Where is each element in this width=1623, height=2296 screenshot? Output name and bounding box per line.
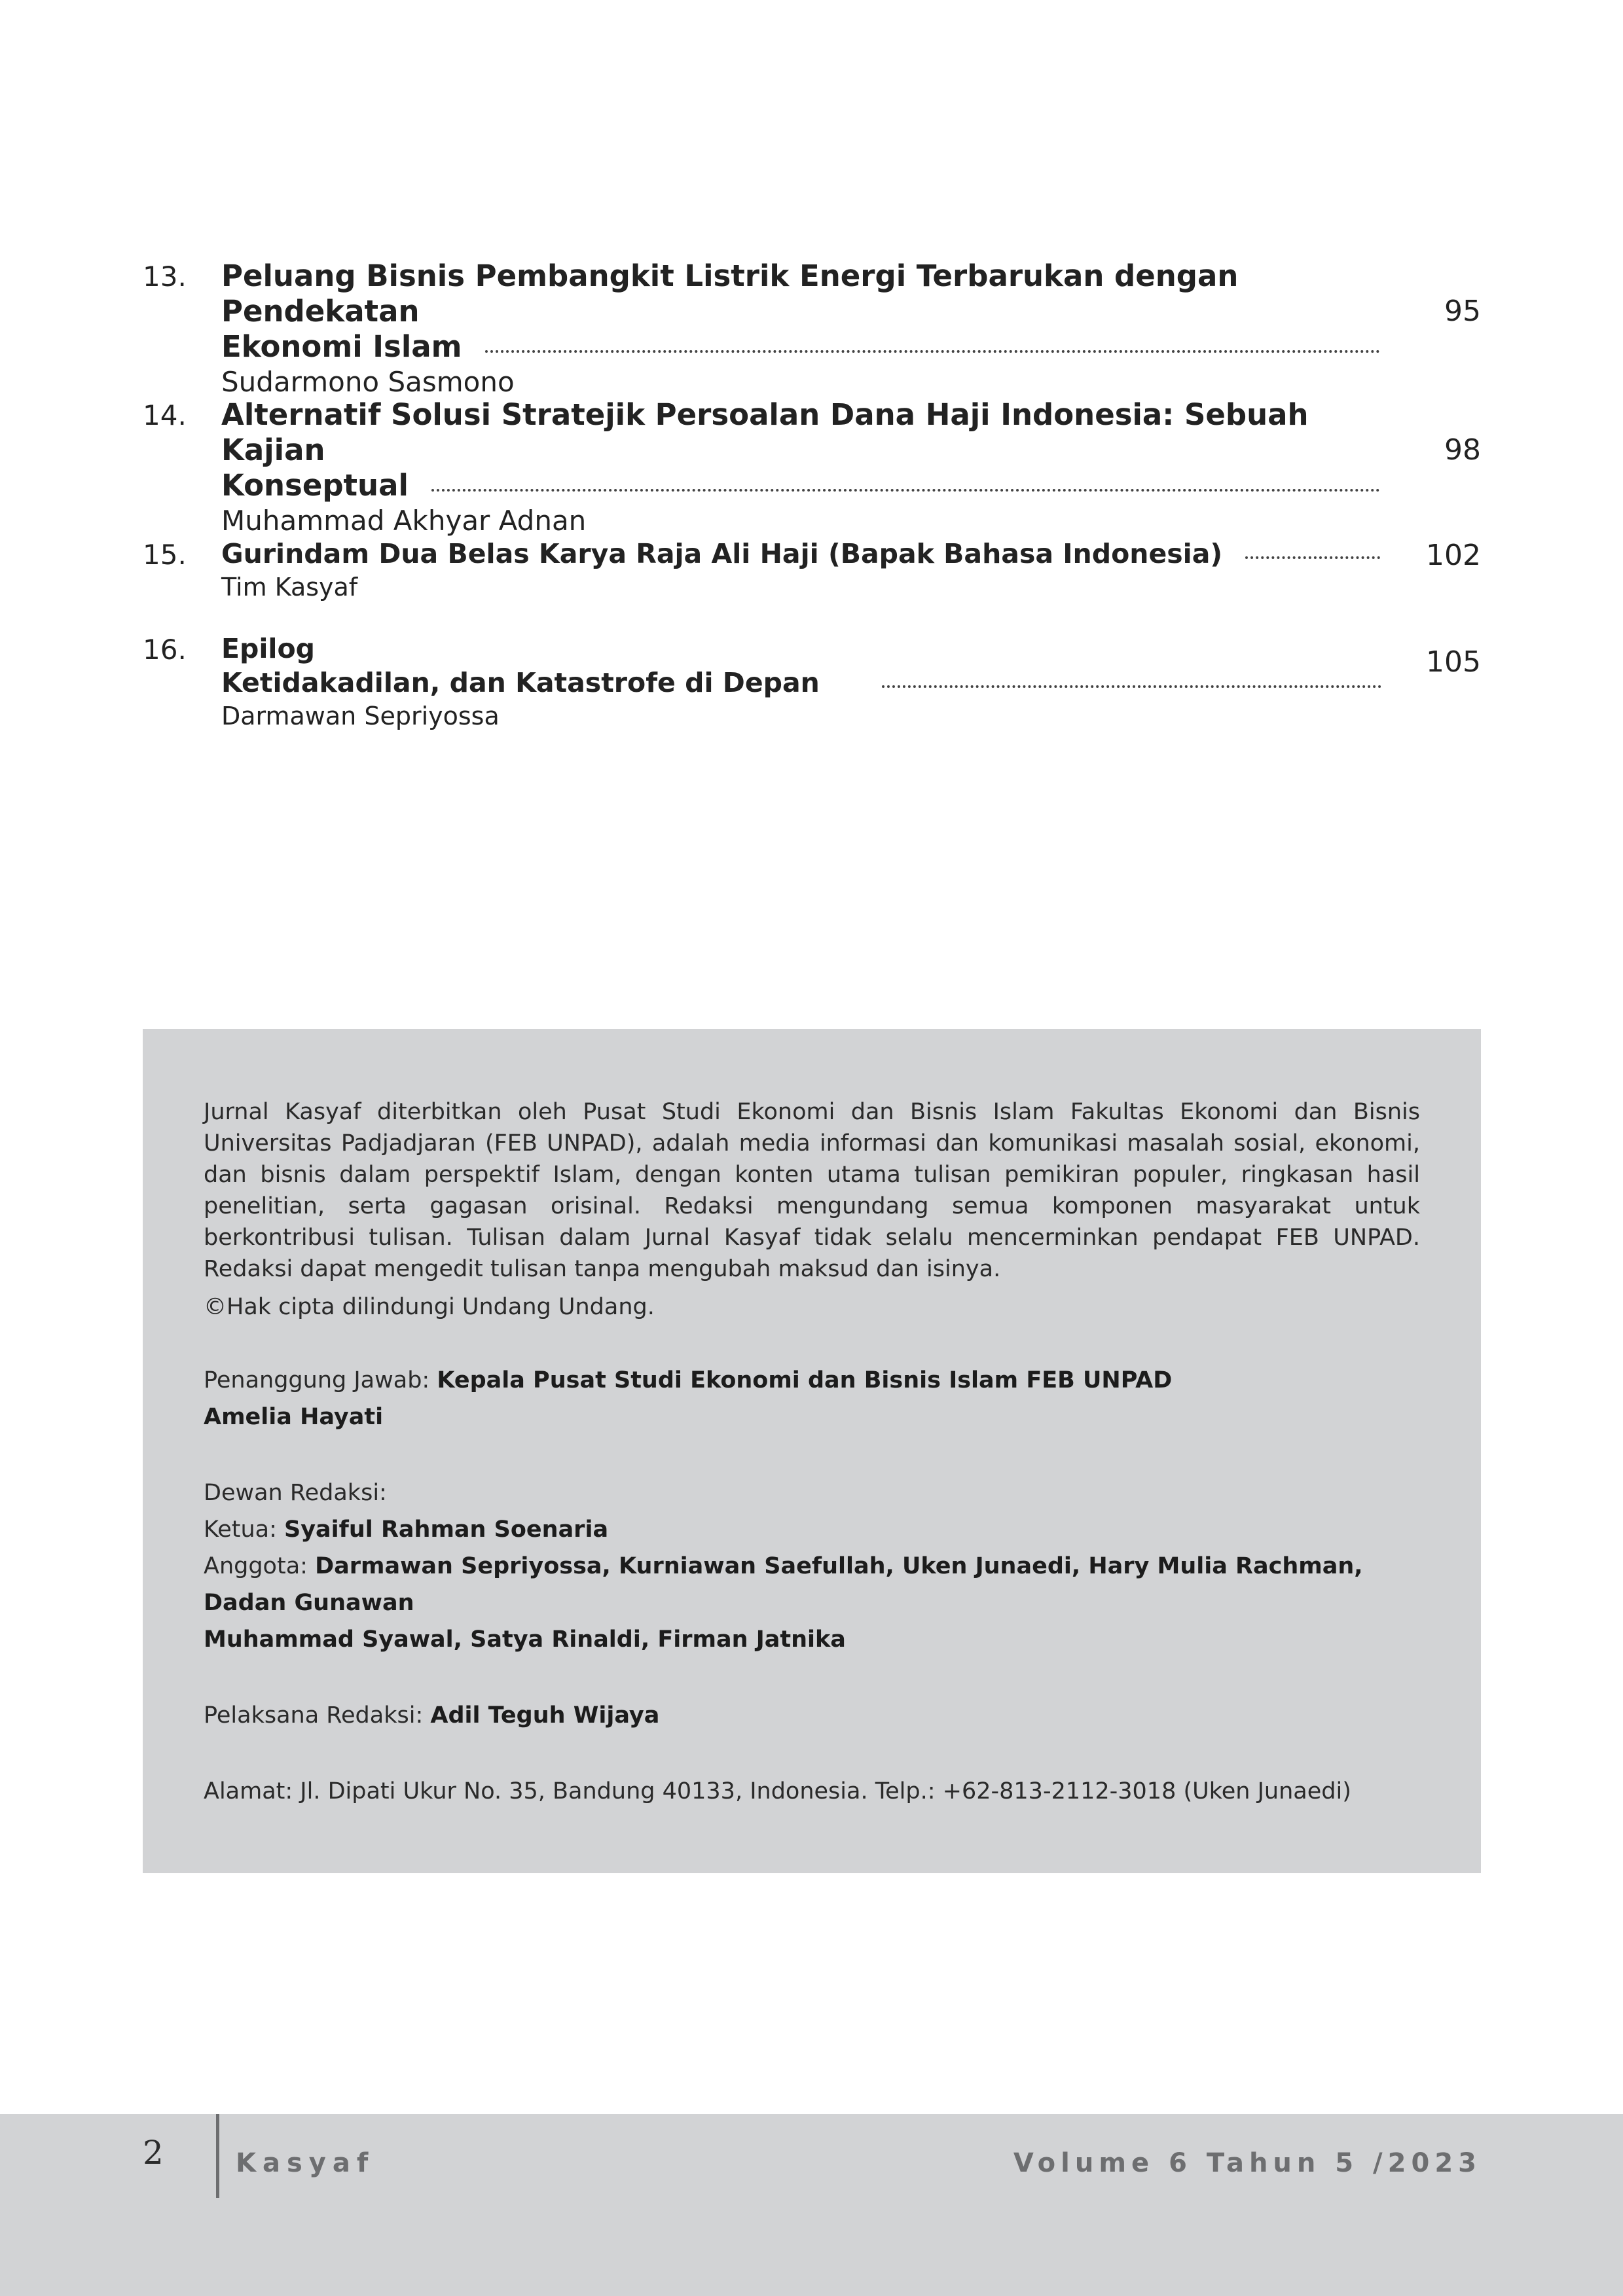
dewan-redaksi-label: Dewan Redaksi: [204, 1480, 387, 1506]
toc-entry[interactable] [143, 632, 1481, 730]
dot-leader [431, 485, 1380, 492]
toc-entry-page: 105 [1426, 645, 1481, 679]
address: Alamat: Jl. Dipati Ukur No. 35, Bandung 40133, Indonesia. Telp.: +62-813-2112-3018 (Uken Junaedi) [204, 1778, 1351, 1804]
toc-entry[interactable] [143, 397, 1481, 537]
ketua [204, 1511, 1420, 1548]
toc-entry-title: Peluang Bisnis Pembangkit Listrik Energi Terbarukan dengan Pendekatan [221, 259, 1239, 329]
dot-leader [485, 346, 1380, 353]
dot-leader [882, 681, 1381, 688]
journal-description: Jurnal Kasyaf diterbitkan oleh Pusat Studi Ekonomi dan Bisnis Islam Fakultas Ekonomi dan Bisnis Universitas Padjadjaran (FEB UNPAD), adalah media informasi dan komunikasi masalah sosial, ekonomi, dan bisnis dalam perspektif Islam, dengan konten utama tulisan pemikiran populer, ringkasan hasil penelitian, serta gagasan orisinal. Redaksi mengundang semua komponen masyarakat untuk berkontribusi tulisan. Tulisan dalam Jurnal Kasyaf tidak selalu mencerminkan pendapat FEB UNPAD. Redaksi dapat mengedit tulisan tanpa mengubah maksud dan isinya. [204, 1099, 1420, 1282]
penanggung-jawab [204, 1362, 1420, 1399]
copyright-notice: ©Hak cipta dilindungi Undang Undang. [204, 1294, 655, 1320]
editorial-info-box [143, 1029, 1481, 1873]
pelaksana-label: Pelaksana Redaksi: [204, 1702, 431, 1729]
anggota [204, 1548, 1420, 1621]
ketua-label: Ketua: [204, 1516, 285, 1543]
page-number: 2 [143, 2134, 164, 2172]
toc-entry-title: Alternatif Solusi Stratejik Persoalan Dana Haji Indonesia: Sebuah Kajian [221, 397, 1309, 467]
anggota-label: Anggota: [204, 1553, 316, 1579]
toc-entry-number: 16. [143, 634, 187, 666]
toc-entry-page: 102 [1426, 539, 1481, 572]
toc-entry-number: 14. [143, 399, 187, 431]
toc-entry-title: Epilog [221, 633, 315, 664]
toc-entry-title-cont: Ekonomi Islam [221, 329, 462, 364]
footer-divider [216, 2114, 219, 2198]
toc-entry-author: Muhammad Akhyar Adnan [221, 505, 587, 537]
penanggung-jawab-label: Penanggung Jawab: [204, 1367, 437, 1393]
toc-entry-number: 13. [143, 260, 187, 293]
dot-leader [1245, 552, 1380, 559]
page-footer [0, 2114, 1623, 2296]
toc-entry-author: Darmawan Sepriyossa [221, 702, 500, 730]
toc-entry-author: Tim Kasyaf [221, 573, 358, 601]
toc-entry-page: 95 [1444, 295, 1481, 328]
toc-entry-author: Sudarmono Sasmono [221, 366, 515, 398]
pelaksana-redaksi [204, 1697, 1420, 1734]
ketua-value: Syaiful Rahman Soenaria [284, 1516, 609, 1543]
volume-info: Volume 6 Tahun 5 /2023 [1013, 2148, 1482, 2178]
penanggung-jawab-name: Amelia Hayati [204, 1404, 384, 1430]
penanggung-jawab-value: Kepala Pusat Studi Ekonomi dan Bisnis Islam FEB UNPAD [437, 1367, 1173, 1393]
anggota-value: Darmawan Sepriyossa, Kurniawan Saefullah, Uken Junaedi, Hary Mulia Rachman, Dadan Gunawan [204, 1553, 1363, 1616]
toc-entry[interactable] [143, 537, 1481, 602]
pelaksana-value: Adil Teguh Wijaya [430, 1702, 660, 1729]
table-of-contents [143, 259, 1481, 730]
toc-entry-title-cont: Ketidakadilan, dan Katastrofe di Depan [221, 667, 820, 698]
toc-entry-page: 98 [1444, 433, 1481, 467]
toc-entry-title: Gurindam Dua Belas Karya Raja Ali Haji (Bapak Bahasa Indonesia) [221, 538, 1223, 569]
toc-entry[interactable] [143, 259, 1481, 398]
toc-entry-title-cont: Konseptual [221, 468, 409, 503]
journal-name: Kasyaf [236, 2148, 375, 2178]
toc-entry-number: 15. [143, 539, 187, 571]
anggota-value-cont: Muhammad Syawal, Satya Rinaldi, Firman Jatnika [204, 1626, 846, 1653]
